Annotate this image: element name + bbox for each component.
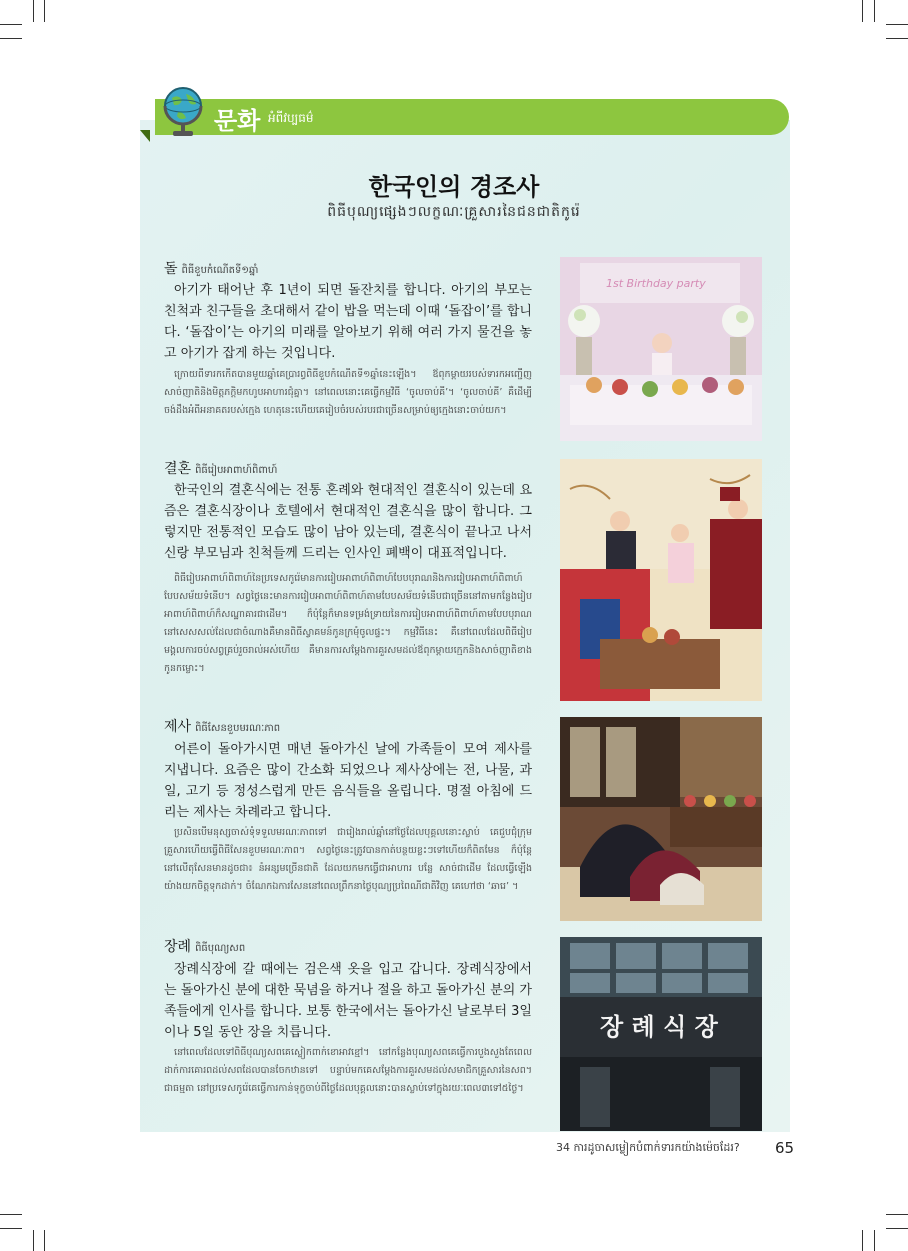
globe-icon — [158, 84, 208, 140]
lesson-title: ការដូចាសម្លៀកបំពាក់ទារកយ៉ាងម៉េចដែរ? — [573, 1141, 740, 1154]
section-heading-funeral — [164, 936, 245, 956]
section-heading-kh: ពិធីបុណ្យសព — [195, 943, 246, 954]
section-body-kh: ប្រសិនបើមនុស្សចាស់ទុំទទួលមរណៈភាពទៅ ជារៀងរាល់ឆ្នាំនៅថ្ងៃដែលបុគ្គលនោះស្លាប់ គេជួបជុំក្រុមគ្រួសារហើយធ្វើពិធីសែនខួបមរណៈភាព។ សព្វថ្ងៃនេះត្រូវបានកាត់បន្ថយខ្លះៗទៅហើយក៏ពិតមែន ក៏ប៉ុន្តែនៅលើតុសែនមានដូចជា៖ នំអន្សមច្រើនជាតិ ដែលយកមកធ្វើជាអាហារ បន្លែ សាច់ជាដើម ដែលធ្វើឡើងយ៉ាងយកចិត្តទុកដាក់។ ចំណែកឯការសែននៅពេលព្រឹកនាថ្ងៃបុណ្យប្រពៃណីជាតិវិញ គេហៅថា ‘ឆារេ’ ។ — [164, 827, 532, 892]
section-body-ko: 어른이 돌아가시면 매년 돌아가신 날에 가족들이 모여 제사를 지냅니다. 요즘은 많이 간소화 되었으나 제사상에는 전, 나물, 과일, 고기 등 정성스럽게 만든 음식들을 올립니다. 명절 아침에 드리는 제사는 차례라고 합니다. — [164, 742, 532, 820]
crop-mark — [874, 1230, 875, 1251]
crop-mark — [44, 1230, 45, 1251]
section-heading-jesa — [164, 716, 280, 736]
section-body-kh: ពិធីរៀបអាពាហ៍ពិពាហ៍នៃប្រទេសកូរ៉េមានការរៀបអាពាហ៍ពិពាហ៍បែបបុរាណនិងការរៀបអាពាហ៍ពិពាហ៍បែបសម័យទំនើប។ សព្វថ្ងៃនេះមានការរៀបអាពាហ៍ពិពាហ៍តាមបែបសម័យទំនើបជាច្រើននៅតាមកន្លែងរៀបអាពាហ៍ពិពាហ៍ក៏សណ្ឋាគារជាដើម។ ក៏ប៉ុន្តែក៏មានទម្រង់ទ្រាយនៃការរៀបអាពាហ៍ពិពាហ៍តាមបែបបុរាណនៅសេសសល់ដែលជាចំណាងគឺមានពិធីស្វាគមន៍កូនក្រមុំចូលផ្ទះ។ កម្មវិធីនេះ គឺនៅពេលដែលពិធីរៀបមង្គលការចប់សព្វគ្រប់រួចរាល់អស់ហើយ គឺមានការសម្ដែងការគួរសមដល់ឪពុកម្ដាយក្មេកនិងសាច់ញាតិខាងកូនកម្លោះ។ — [164, 573, 532, 674]
section-heading-wedding — [164, 458, 277, 478]
section-heading-kh: ពិធីរៀបអាពាហ៍ពិពាហ៍ — [195, 465, 278, 476]
crop-mark — [33, 1230, 34, 1251]
section-body-kh: នៅពេលដែលទៅពិធីបុណ្យសពគេស្លៀកពាក់ខោអាវខ្មៅ។ នៅកន្លែងបុណ្យសពគេធ្វើការបួងសួងតែពេលដាក់ការគោរពដល់សពដែលបានចែកឋានទៅ បន្ទាប់មកគេសម្ដែងការគួរសមដល់សមាជិកគ្រួសារនៃសព។ ជាធម្មតា នៅប្រទេសកូរ៉េគេធ្វើការកាន់ទុក្ខចាប់ពីថ្ងៃដែលបុគ្គលនោះបានស្លាប់ទៅក្នុងរយៈពេល៣ទៅ៥ថ្ងៃ។ — [164, 1047, 532, 1094]
page-subtitle: ពិធីបុណ្យផ្សេងៗលក្ខណៈគ្រួសារនៃជនជាតិកូរ៉េ — [327, 204, 581, 220]
crop-mark — [0, 1228, 22, 1229]
first-birthday-photo — [560, 257, 762, 441]
section-heading-ko: 돌 — [164, 261, 178, 277]
lesson-number: 34 — [556, 1141, 570, 1154]
section-body-ko: 한국인의 결혼식에는 전통 혼례와 현대적인 결혼식이 있는데 요즘은 결혼식장이나 호텔에서 현대적인 결혼식을 많이 합니다. 그렇지만 전통적인 모습도 많이 남아 있는데, 결혼식이 끝나고 나서 신랑 부모님과 친척들께 드리는 인사인 폐백이 대표적입니다. — [164, 483, 532, 561]
section-heading-ko: 제사 — [164, 719, 192, 735]
banner-subtitle: អំពីវប្បធម៌ — [268, 111, 314, 125]
birthday-banner-text: 1st Birthday party — [606, 277, 706, 290]
crop-mark — [44, 0, 45, 22]
crop-mark — [0, 38, 22, 39]
section-body-kh: ក្រោយពីទារកកើតបានមួយឆ្នាំគេប្រារព្ធពិធីខួបកំណើតទី១ឆ្នាំនេះឡើង។ ឪពុកម្ដាយរបស់ទារកអញ្ជើញសាច់ញាតិនិងមិត្តភក្តិមកហូបអាហារជុំគ្នា។ នៅពេលនោះគេធ្វើកម្មវិធី ‘ចូលចាប់គី’។ ‘ចូលចាប់គី’ គឺដើម្បីចង់ដឹងអំពីអនាគតរបស់ក្មេង ហេតុនេះហើយគេរៀបចំរបស់របរជាច្រើនសម្រាប់ឲ្យក្មេងនោះចាប់យក។ — [164, 369, 532, 416]
ancestral-rite-photo — [560, 717, 762, 921]
crop-mark — [0, 1214, 22, 1215]
funeral-hall-sign: 장 례 식 장 — [600, 1013, 718, 1041]
banner-title: 문화 — [214, 107, 261, 135]
section-heading-ko: 장례 — [164, 939, 192, 955]
banner-fold — [140, 130, 150, 142]
page-title: 한국인의 경조사 — [368, 173, 540, 201]
section-heading-kh: ពិធីសែនខួបមរណៈភាព — [195, 723, 281, 734]
crop-mark — [862, 0, 863, 22]
crop-mark — [886, 1214, 908, 1215]
section-heading-dol — [164, 258, 258, 278]
wedding-pyebaek-photo — [560, 459, 762, 701]
lesson-footer — [556, 1141, 740, 1157]
crop-mark — [886, 1228, 908, 1229]
funeral-hall-photo — [560, 937, 762, 1131]
section-heading-ko: 결혼 — [164, 461, 192, 477]
crop-mark — [886, 24, 908, 25]
section-body-ko: 장례식장에 갈 때에는 검은색 옷을 입고 갑니다. 장례식장에서는 돌아가신 분에 대한 묵념을 하거나 절을 하고 돌아가신 분의 가족들에게 인사를 합니다. 보통 한국에서는 돌아가신 날로부터 3일이나 5일 동안 장을 치릅니다. — [164, 962, 532, 1040]
section-body-ko: 아기가 태어난 후 1년이 되면 돌잔치를 합니다. 아기의 부모는 친척과 친구들을 초대해서 같이 밥을 먹는데 이때 ‘돌잡이’를 합니다. ‘돌잡이’는 아기의 미래를 알아보기 위해 여러 가지 물건을 놓고 아기가 잡게 하는 것입니다. — [164, 283, 532, 361]
crop-mark — [862, 1230, 863, 1251]
section-heading-kh: ពិធីខួបកំណើតទី១ឆ្នាំ — [181, 265, 259, 276]
page-number: 65 — [775, 1139, 795, 1157]
crop-mark — [0, 24, 22, 25]
crop-mark — [886, 38, 908, 39]
crop-mark — [33, 0, 34, 22]
crop-mark — [874, 0, 875, 22]
